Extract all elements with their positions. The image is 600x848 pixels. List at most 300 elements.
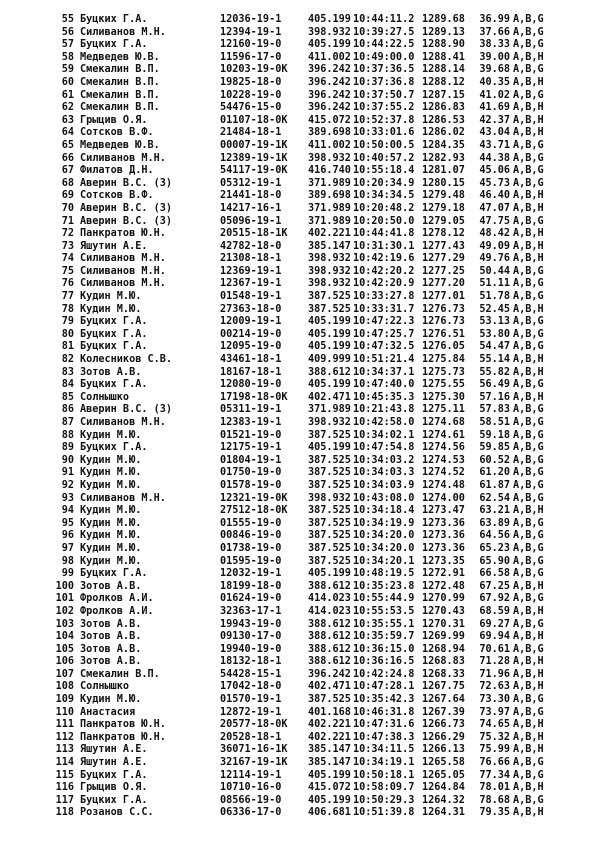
fancier-name-cell: Силиванов М.Н. <box>80 278 166 290</box>
place-cell: 95 <box>61 517 74 529</box>
speed-cell: 1268.83 <box>422 656 465 668</box>
ring-id-cell: 20577-18-0K <box>220 719 288 731</box>
ring-id-cell: 05312-19-1 <box>220 177 282 189</box>
group-cell: A,B,H <box>513 102 544 114</box>
distance-cell: 402.221 <box>308 731 351 743</box>
speed-cell: 1273.36 <box>422 530 465 542</box>
percent-cell: 65.90 <box>479 555 510 567</box>
speed-cell: 1268.94 <box>422 643 465 655</box>
place-cell: 96 <box>61 530 74 542</box>
table-row <box>0 90 600 103</box>
ring-id-cell: 06336-17-0 <box>220 807 282 819</box>
fancier-name-cell: Кудин М.Ю. <box>80 291 142 303</box>
time-cell: 10:34:18.4 <box>353 505 415 517</box>
group-cell: A,B,H <box>513 366 544 378</box>
fancier-name-cell: Силиванов М.Н. <box>80 152 166 164</box>
fancier-name-cell: Панкратов Ю.Н. <box>80 731 166 743</box>
percent-cell: 72.63 <box>479 681 510 693</box>
place-cell: 81 <box>61 341 74 353</box>
table-row <box>0 39 600 52</box>
table-row <box>0 304 600 317</box>
speed-cell: 1272.48 <box>422 580 465 592</box>
place-cell: 59 <box>61 64 74 76</box>
distance-cell: 388.612 <box>308 618 351 630</box>
place-cell: 73 <box>61 240 74 252</box>
group-cell: A,B,G <box>513 177 544 189</box>
time-cell: 10:34:11.5 <box>353 744 415 756</box>
group-cell: A,B,H <box>513 719 544 731</box>
fancier-name-cell: Кудин М.Ю. <box>80 694 142 706</box>
ring-id-cell: 12321-19-0K <box>220 492 288 504</box>
place-cell: 111 <box>55 719 74 731</box>
time-cell: 10:42:58.0 <box>353 417 415 428</box>
ring-id-cell: 21484-18-1 <box>220 127 282 139</box>
time-cell: 10:34:20.0 <box>353 530 415 542</box>
place-cell: 118 <box>55 807 74 819</box>
percent-cell: 48.42 <box>479 228 510 240</box>
speed-cell: 1288.41 <box>422 51 465 63</box>
speed-cell: 1288.90 <box>422 39 465 51</box>
table-row <box>0 795 600 808</box>
place-cell: 104 <box>55 631 74 643</box>
fancier-name-cell: Кудин М.Ю. <box>80 542 142 554</box>
ring-id-cell: 21441-18-0 <box>220 190 282 202</box>
percent-cell: 69.27 <box>479 618 510 630</box>
distance-cell: 396.242 <box>308 102 351 114</box>
ring-id-cell: 11596-17-0 <box>220 51 282 63</box>
table-row <box>0 568 600 581</box>
time-cell: 10:35:59.7 <box>353 631 415 643</box>
speed-cell: 1267.75 <box>422 681 465 693</box>
ring-id-cell: 18167-18-1 <box>220 366 282 378</box>
ring-id-cell: 17042-18-0 <box>220 681 282 693</box>
fancier-name-cell: Смекалин В.П. <box>80 89 160 101</box>
distance-cell: 371.989 <box>308 215 351 227</box>
table-row <box>0 115 600 128</box>
group-cell: A,B,H <box>513 114 544 126</box>
ring-id-cell: 00214-19-0 <box>220 328 282 340</box>
place-cell: 92 <box>61 479 74 491</box>
place-cell: 57 <box>61 39 74 51</box>
place-cell: 103 <box>55 618 74 630</box>
distance-cell: 398.932 <box>308 26 351 38</box>
distance-cell: 398.932 <box>308 265 351 277</box>
group-cell: A,B,H <box>513 303 544 315</box>
fancier-name-cell: Буцких Г.А. <box>80 14 148 25</box>
fancier-name-cell: Буцких Г.А. <box>80 442 148 454</box>
ring-id-cell: 42782-18-0 <box>220 240 282 252</box>
speed-cell: 1274.61 <box>422 429 465 441</box>
group-cell: A,B,G <box>513 26 544 38</box>
percent-cell: 75.99 <box>479 744 510 756</box>
fancier-name-cell: Силиванов М.Н. <box>80 492 166 504</box>
place-cell: 86 <box>61 404 74 416</box>
speed-cell: 1282.93 <box>422 152 465 164</box>
table-row <box>0 329 600 342</box>
percent-cell: 59.18 <box>479 429 510 441</box>
fancier-name-cell: Солнышко <box>80 681 130 693</box>
time-cell: 10:55:18.4 <box>353 165 415 177</box>
percent-cell: 78.68 <box>479 794 510 806</box>
fancier-name-cell: Панкратов Ю.Н. <box>80 228 166 240</box>
group-cell: A,B,G <box>513 64 544 76</box>
fancier-name-cell: Яшутин А.Е. <box>80 757 148 769</box>
place-cell: 62 <box>61 102 74 114</box>
speed-cell: 1286.53 <box>422 114 465 126</box>
ring-id-cell: 12160-19-0 <box>220 39 282 51</box>
speed-cell: 1277.20 <box>422 278 465 290</box>
distance-cell: 411.002 <box>308 139 351 151</box>
percent-cell: 49.09 <box>479 240 510 252</box>
fancier-name-cell: Кудин М.Ю. <box>80 467 142 479</box>
place-cell: 117 <box>55 794 74 806</box>
place-cell: 74 <box>61 253 74 265</box>
place-cell: 68 <box>61 177 74 189</box>
place-cell: 112 <box>55 731 74 743</box>
distance-cell: 388.612 <box>308 643 351 655</box>
place-cell: 72 <box>61 228 74 240</box>
table-row <box>0 291 600 304</box>
percent-cell: 39.00 <box>479 51 510 63</box>
table-row <box>0 518 600 531</box>
speed-cell: 1275.73 <box>422 366 465 378</box>
distance-cell: 409.999 <box>308 354 351 366</box>
ring-id-cell: 43461-18-1 <box>220 354 282 366</box>
speed-cell: 1273.35 <box>422 555 465 567</box>
distance-cell: 387.525 <box>308 429 351 441</box>
ring-id-cell: 32363-17-1 <box>220 605 282 617</box>
table-row <box>0 581 600 594</box>
table-row <box>0 757 600 770</box>
table-row <box>0 556 600 569</box>
ring-id-cell: 01107-18-0K <box>220 114 288 126</box>
group-cell: A,B,G <box>513 39 544 51</box>
place-cell: 84 <box>61 379 74 391</box>
time-cell: 10:47:22.3 <box>353 316 415 328</box>
ring-id-cell: 12369-19-1 <box>220 265 282 277</box>
time-cell: 10:36:16.5 <box>353 656 415 668</box>
time-cell: 10:55:53.5 <box>353 605 415 617</box>
table-row <box>0 77 600 90</box>
speed-cell: 1286.02 <box>422 127 465 139</box>
time-cell: 10:34:02.1 <box>353 429 415 441</box>
table-row <box>0 64 600 77</box>
speed-cell: 1275.55 <box>422 379 465 391</box>
table-row <box>0 341 600 354</box>
results-table <box>0 14 600 820</box>
ring-id-cell: 20515-18-1K <box>220 228 288 240</box>
group-cell: A,B,G <box>513 341 544 353</box>
distance-cell: 402.471 <box>308 391 351 403</box>
time-cell: 10:42:24.8 <box>353 668 415 680</box>
place-cell: 65 <box>61 139 74 151</box>
distance-cell: 385.147 <box>308 744 351 756</box>
place-cell: 69 <box>61 190 74 202</box>
percent-cell: 68.59 <box>479 605 510 617</box>
table-row <box>0 379 600 392</box>
time-cell: 10:35:55.1 <box>353 618 415 630</box>
table-row <box>0 606 600 619</box>
distance-cell: 398.932 <box>308 417 351 428</box>
distance-cell: 405.199 <box>308 769 351 781</box>
place-cell: 71 <box>61 215 74 227</box>
percent-cell: 37.66 <box>479 26 510 38</box>
speed-cell: 1276.51 <box>422 328 465 340</box>
percent-cell: 41.02 <box>479 89 510 101</box>
table-row <box>0 266 600 279</box>
ring-id-cell: 00846-19-0 <box>220 530 282 542</box>
time-cell: 10:49:00.0 <box>353 51 415 63</box>
table-row <box>0 430 600 443</box>
table-row <box>0 27 600 40</box>
table-row <box>0 316 600 329</box>
fancier-name-cell: Кудин М.Ю. <box>80 555 142 567</box>
speed-cell: 1274.52 <box>422 467 465 479</box>
fancier-name-cell: Силиванов М.Н. <box>80 253 166 265</box>
time-cell: 10:55:44.9 <box>353 593 415 605</box>
place-cell: 88 <box>61 429 74 441</box>
percent-cell: 51.78 <box>479 291 510 303</box>
table-row <box>0 190 600 203</box>
distance-cell: 405.199 <box>308 341 351 353</box>
percent-cell: 71.28 <box>479 656 510 668</box>
speed-cell: 1288.14 <box>422 64 465 76</box>
group-cell: A,B,G <box>513 165 544 177</box>
percent-cell: 67.92 <box>479 593 510 605</box>
time-cell: 10:20:48.2 <box>353 202 415 214</box>
distance-cell: 396.242 <box>308 668 351 680</box>
table-row <box>0 203 600 216</box>
ring-id-cell: 10710-16-0 <box>220 782 282 794</box>
percent-cell: 73.30 <box>479 694 510 706</box>
time-cell: 10:47:32.5 <box>353 341 415 353</box>
place-cell: 93 <box>61 492 74 504</box>
time-cell: 10:51:21.4 <box>353 354 415 366</box>
group-cell: A,B,H <box>513 668 544 680</box>
fancier-name-cell: Грыцив О.Я. <box>80 114 148 126</box>
ring-id-cell: 00007-19-1K <box>220 139 288 151</box>
place-cell: 105 <box>55 643 74 655</box>
percent-cell: 58.51 <box>479 417 510 428</box>
group-cell: A,B,G <box>513 265 544 277</box>
place-cell: 79 <box>61 316 74 328</box>
fancier-name-cell: Кудин М.Ю. <box>80 454 142 466</box>
percent-cell: 70.61 <box>479 643 510 655</box>
distance-cell: 398.932 <box>308 278 351 290</box>
percent-cell: 62.54 <box>479 492 510 504</box>
percent-cell: 49.76 <box>479 253 510 265</box>
speed-cell: 1264.32 <box>422 794 465 806</box>
distance-cell: 411.002 <box>308 51 351 63</box>
speed-cell: 1279.18 <box>422 202 465 214</box>
fancier-name-cell: Силиванов М.Н. <box>80 26 166 38</box>
fancier-name-cell: Буцких Г.А. <box>80 341 148 353</box>
fancier-name-cell: Медведев Ю.В. <box>80 51 160 63</box>
table-row <box>0 52 600 65</box>
fancier-name-cell: Зотов А.В. <box>80 656 142 668</box>
group-cell: A,B,H <box>513 354 544 366</box>
ring-id-cell: 12389-19-1K <box>220 152 288 164</box>
ring-id-cell: 01595-19-0 <box>220 555 282 567</box>
ring-id-cell: 18132-18-1 <box>220 656 282 668</box>
distance-cell: 387.525 <box>308 505 351 517</box>
speed-cell: 1280.15 <box>422 177 465 189</box>
group-cell: A,B,G <box>513 379 544 391</box>
distance-cell: 387.525 <box>308 467 351 479</box>
time-cell: 10:50:18.1 <box>353 769 415 781</box>
time-cell: 10:34:03.3 <box>353 467 415 479</box>
group-cell: A,B,H <box>513 631 544 643</box>
distance-cell: 405.199 <box>308 442 351 454</box>
fancier-name-cell: Смекалин В.П. <box>80 102 160 114</box>
ring-id-cell: 19940-19-0 <box>220 643 282 655</box>
speed-cell: 1284.35 <box>422 139 465 151</box>
place-cell: 58 <box>61 51 74 63</box>
speed-cell: 1276.73 <box>422 316 465 328</box>
ring-id-cell: 12383-19-1 <box>220 417 282 428</box>
fancier-name-cell: Кудин М.Ю. <box>80 429 142 441</box>
table-row <box>0 14 600 27</box>
group-cell: A,B,G <box>513 794 544 806</box>
fancier-name-cell: Аверин В.С. (3) <box>80 202 173 214</box>
percent-cell: 53.13 <box>479 316 510 328</box>
percent-cell: 50.44 <box>479 265 510 277</box>
percent-cell: 46.40 <box>479 190 510 202</box>
table-row <box>0 102 600 115</box>
group-cell: A,B,H <box>513 681 544 693</box>
group-cell: A,B,G <box>513 568 544 580</box>
ring-id-cell: 05311-19-1 <box>220 404 282 416</box>
ring-id-cell: 54117-19-0K <box>220 165 288 177</box>
time-cell: 10:40:57.2 <box>353 152 415 164</box>
place-cell: 113 <box>55 744 74 756</box>
place-cell: 110 <box>55 706 74 718</box>
speed-cell: 1277.29 <box>422 253 465 265</box>
distance-cell: 405.199 <box>308 794 351 806</box>
distance-cell: 387.525 <box>308 694 351 706</box>
distance-cell: 406.681 <box>308 807 351 819</box>
time-cell: 10:45:35.3 <box>353 391 415 403</box>
table-row <box>0 140 600 153</box>
place-cell: 94 <box>61 505 74 517</box>
distance-cell: 371.989 <box>308 202 351 214</box>
table-row <box>0 694 600 707</box>
table-row <box>0 707 600 720</box>
speed-cell: 1278.12 <box>422 228 465 240</box>
time-cell: 10:34:20.0 <box>353 542 415 554</box>
place-cell: 106 <box>55 656 74 668</box>
time-cell: 10:44:41.8 <box>353 228 415 240</box>
speed-cell: 1274.56 <box>422 442 465 454</box>
time-cell: 10:58:09.7 <box>353 782 415 794</box>
place-cell: 82 <box>61 354 74 366</box>
speed-cell: 1272.91 <box>422 568 465 580</box>
percent-cell: 66.58 <box>479 568 510 580</box>
percent-cell: 47.75 <box>479 215 510 227</box>
table-row <box>0 278 600 291</box>
group-cell: A,B,G <box>513 593 544 605</box>
table-row <box>0 241 600 254</box>
fancier-name-cell: Смекалин В.П. <box>80 64 160 76</box>
time-cell: 10:36:15.0 <box>353 643 415 655</box>
time-cell: 10:42:20.2 <box>353 265 415 277</box>
distance-cell: 388.612 <box>308 656 351 668</box>
percent-cell: 41.69 <box>479 102 510 114</box>
fancier-name-cell: Аверин В.С. (3) <box>80 404 173 416</box>
group-cell: A,B,G <box>513 139 544 151</box>
fancier-name-cell: Медведев Ю.В. <box>80 139 160 151</box>
ring-id-cell: 14217-16-1 <box>220 202 282 214</box>
speed-cell: 1274.53 <box>422 454 465 466</box>
percent-cell: 42.37 <box>479 114 510 126</box>
place-cell: 98 <box>61 555 74 567</box>
speed-cell: 1267.64 <box>422 694 465 706</box>
speed-cell: 1264.31 <box>422 807 465 819</box>
group-cell: A,B,H <box>513 807 544 819</box>
speed-cell: 1266.13 <box>422 744 465 756</box>
place-cell: 91 <box>61 467 74 479</box>
table-row <box>0 656 600 669</box>
group-cell: A,B,H <box>513 228 544 240</box>
place-cell: 114 <box>55 757 74 769</box>
time-cell: 10:34:19.9 <box>353 517 415 529</box>
speed-cell: 1270.31 <box>422 618 465 630</box>
table-row <box>0 619 600 632</box>
place-cell: 115 <box>55 769 74 781</box>
ring-id-cell: 12367-19-1 <box>220 278 282 290</box>
percent-cell: 43.04 <box>479 127 510 139</box>
speed-cell: 1274.48 <box>422 479 465 491</box>
time-cell: 10:51:39.8 <box>353 807 415 819</box>
distance-cell: 387.525 <box>308 303 351 315</box>
percent-cell: 45.73 <box>479 177 510 189</box>
time-cell: 10:43:08.0 <box>353 492 415 504</box>
place-cell: 100 <box>55 580 74 592</box>
group-cell: A,B,G <box>513 517 544 529</box>
distance-cell: 398.932 <box>308 492 351 504</box>
speed-cell: 1270.99 <box>422 593 465 605</box>
percent-cell: 38.33 <box>479 39 510 51</box>
distance-cell: 371.989 <box>308 404 351 416</box>
percent-cell: 59.85 <box>479 442 510 454</box>
percent-cell: 69.94 <box>479 631 510 643</box>
ring-id-cell: 01578-19-0 <box>220 479 282 491</box>
place-cell: 55 <box>61 14 74 25</box>
table-row <box>0 228 600 241</box>
group-cell: A,B,G <box>513 328 544 340</box>
group-cell: A,B,G <box>513 618 544 630</box>
group-cell: A,B,G <box>513 706 544 718</box>
group-cell: A,B,G <box>513 542 544 554</box>
place-cell: 116 <box>55 782 74 794</box>
distance-cell: 402.471 <box>308 681 351 693</box>
group-cell: A,B,G <box>513 404 544 416</box>
distance-cell: 388.612 <box>308 366 351 378</box>
time-cell: 10:37:50.7 <box>353 89 415 101</box>
ring-id-cell: 27363-18-0 <box>220 303 282 315</box>
percent-cell: 52.45 <box>479 303 510 315</box>
group-cell: A,B,H <box>513 731 544 743</box>
time-cell: 10:42:19.6 <box>353 253 415 265</box>
time-cell: 10:20:34.9 <box>353 177 415 189</box>
fancier-name-cell: Фролков А.И. <box>80 593 154 605</box>
table-row <box>0 480 600 493</box>
fancier-name-cell: Силиванов М.Н. <box>80 417 166 428</box>
fancier-name-cell: Зотов А.В. <box>80 366 142 378</box>
table-row <box>0 216 600 229</box>
time-cell: 10:33:01.6 <box>353 127 415 139</box>
percent-cell: 75.32 <box>479 731 510 743</box>
